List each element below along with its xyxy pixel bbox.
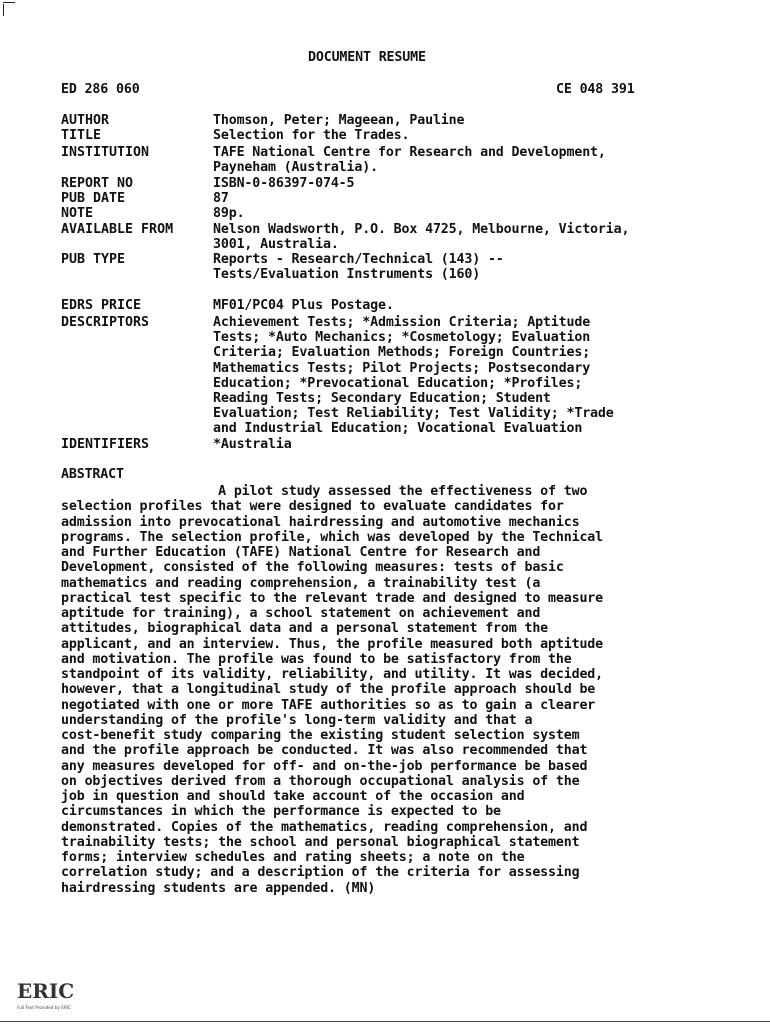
field-value-identifiers: *Australia: [213, 437, 292, 452]
field-value-title: Selection for the Trades.: [213, 128, 410, 143]
eric-logo-subtext: Full Text Provided by ERIC: [17, 1005, 71, 1010]
field-value-pub-type: Reports - Research/Technical (143) -- Tests/Evaluation Instruments (160): [213, 252, 504, 283]
ed-number: ED 286 060: [61, 82, 140, 97]
field-value-note: 89p.: [213, 206, 245, 221]
field-label-report-no: REPORT NO: [61, 176, 134, 191]
field-value-edrs-price: MF01/PC04 Plus Postage.: [213, 298, 394, 313]
field-value-author: Thomson, Peter; Mageean, Pauline: [213, 113, 465, 128]
field-value-report-no: ISBN-0-86397-074-5: [213, 176, 355, 191]
eric-logo: [15, 972, 75, 1014]
field-value-pub-date: 87: [213, 191, 229, 206]
field-label-institution: INSTITUTION: [61, 145, 150, 160]
field-label-title: TITLE: [61, 128, 102, 143]
field-label-descriptors: DESCRIPTORS: [61, 315, 150, 330]
field-label-available-from: AVAILABLE FROM: [61, 222, 174, 237]
field-value-institution: TAFE National Centre for Research and Development, Payneham (Australia).: [213, 145, 606, 176]
field-value-descriptors: Achievement Tests; *Admission Criteria; Aptitude Tests; *Auto Mechanics; *Cosmetology; Evaluation Criteria; Evaluation Methods; Foreign Countries; Mathematics Tests; Pilot Projects; Postsecondary Education; *Prevocational Education; *Profiles; Reading Tests; Secondary Education; Student Evaluation; Test Reliability; Test Validity; *Trade and Industrial Education; Vocational Evaluation: [213, 315, 614, 437]
ce-number: CE 048 391: [556, 82, 635, 97]
field-label-note: NOTE: [61, 206, 94, 221]
field-label-identifiers: IDENTIFIERS: [61, 437, 150, 452]
field-value-available-from: Nelson Wadsworth, P.O. Box 4725, Melbourne, Victoria, 3001, Australia.: [213, 222, 630, 253]
field-label-edrs-price: EDRS PRICE: [61, 298, 142, 313]
field-label-pub-date: PUB DATE: [61, 191, 126, 206]
document-title: DOCUMENT RESUME: [308, 50, 426, 65]
eric-logo-text: ERIC: [17, 979, 75, 1003]
scan-mark-top-left-vertical: [3, 4, 4, 16]
scan-mark-top-left: [3, 2, 15, 3]
abstract-heading: ABSTRACT: [61, 467, 124, 482]
field-label-author: AUTHOR: [61, 113, 110, 128]
eric-logo-icon: [15, 972, 75, 1014]
field-label-pub-type: PUB TYPE: [61, 252, 126, 267]
bottom-rule: [0, 1021, 770, 1022]
abstract-body: A pilot study assessed the effectiveness of two selection profiles that were designed to evaluate candidates for admission into prevocational hairdressing and automotive mechanics programs. The selection profile, which was developed by the Technical and Further Education (TAFE) National Centre for Research and Development, consisted of the following measures: tests of basic mathematics and reading comprehension, a trainability test (a practical test specific to the relevant trade and designed to measure aptitude for training), a school statement on achievement and attitudes, biographical data and a personal statement from the applicant, and an interview. Thus, the profile measured both aptitude and motivation. The profile was found to be satisfactory from the standpoint of its validity, reliability, and utility. It was decided, however, that a longitudinal study of the profile approach should be negotiated with one or more TAFE authorities so as to gain a clearer understanding of the profile's long-term validity and that a cost-benefit study comparing the existing student selection system and the profile approach be conducted. It was also recommended that any measures developed for off- and on-the-job performance be based on objectives derived from a thorough occupational analysis of the job in question and should take account of the occasion and circumstances in which the performance is expected to be demonstrated. Copies of the mathematics, reading comprehension, and trainability tests; the school and personal biographical statement forms; interview schedules and rating sheets; a note on the correlation study; and a description of the criteria for assessing hairdressing students are appended. (MN): [61, 484, 604, 896]
